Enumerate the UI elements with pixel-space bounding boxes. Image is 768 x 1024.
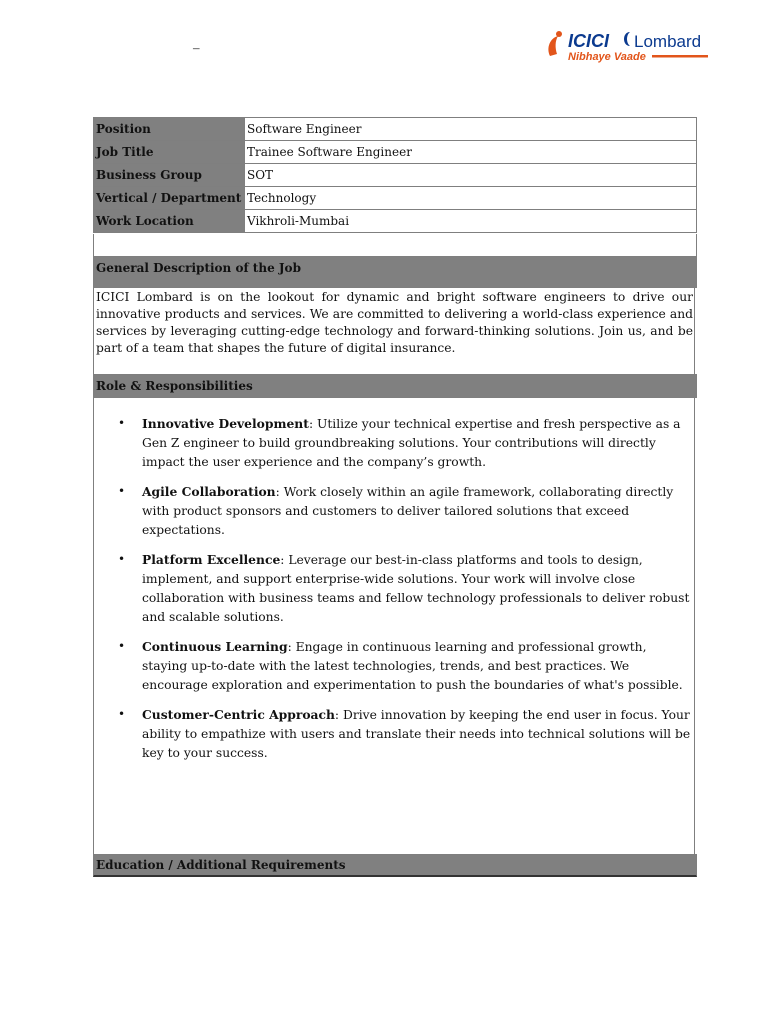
responsibility-title: Innovative Development	[142, 416, 309, 431]
responsibility-text: : Work closely within an agile framework, collaborating directly with product sponsors and customers to deliver tailored solutions that exceed expectations.	[142, 485, 674, 537]
info-label: Business Group	[94, 164, 245, 187]
responsibility-item	[94, 637, 694, 695]
info-label: Position	[94, 118, 245, 141]
info-value: SOT	[245, 164, 697, 187]
education-heading-text: Education / Additional Requirements	[96, 858, 346, 872]
svg-text:Lombard: Lombard	[634, 32, 702, 51]
info-row	[94, 141, 697, 164]
job-info-table	[93, 117, 697, 233]
info-row	[94, 187, 697, 210]
responsibility-text: : Leverage our best-in-class platforms and tools to design, implement, and support enterprise-wide solutions. Your work will involve close collaboration with business teams and fellow technology professionals to deliver robust and scalable solutions.	[142, 553, 690, 624]
info-row	[94, 118, 697, 141]
responsibility-title: Continuous Learning	[142, 639, 288, 654]
role-responsibilities-heading-text: Role & Responsibilities	[96, 379, 253, 393]
responsibility-text: : Utilize your technical expertise and fresh perspective as a Gen Z engineer to build groundbreaking solutions. Your contributions will directly impact the user experience and the company’s growth.	[142, 417, 681, 469]
svg-text:Nibhaye Vaade: Nibhaye Vaade	[568, 51, 646, 63]
responsibilities-section	[93, 398, 695, 854]
info-value: Trainee Software Engineer	[245, 141, 697, 164]
bullet-icon: •	[118, 416, 126, 430]
info-value: Vikhroli-Mumbai	[245, 210, 697, 233]
info-row	[94, 164, 697, 187]
general-description-text: ICICI Lombard is on the lookout for dynamic and bright software engineers to drive our innovative products and services. We are committed to delivering a world-class experience and services by leveraging cutting-edge technology and forward-thinking solutions. Join us, and be part of a team that shapes the future of digital insurance.	[93, 288, 695, 374]
responsibility-title: Platform Excellence	[142, 552, 281, 567]
responsibility-text: : Engage in continuous learning and professional growth, staying up-to-date with the latest technologies, trends, and best practices. We encourage exploration and experimentation to push the boundaries of what's possible.	[142, 640, 683, 692]
bullet-icon: •	[118, 484, 126, 498]
icici-lombard-logo	[544, 28, 714, 64]
spacer-row	[93, 234, 697, 256]
info-label: Vertical / Department	[94, 187, 245, 210]
general-description-heading	[93, 256, 697, 288]
responsibility-text: : Drive innovation by keeping the end user in focus. Your ability to empathize with users and translate their needs into technical solutions will be key to your success.	[142, 708, 691, 760]
responsibility-item	[94, 705, 694, 763]
job-info-table-wrapper	[93, 117, 697, 233]
header-dash: –	[193, 40, 200, 55]
responsibility-item	[94, 550, 694, 627]
info-value: Technology	[245, 187, 697, 210]
svg-text:ICICI: ICICI	[568, 31, 610, 51]
info-row	[94, 210, 697, 233]
general-description-heading-text: General Description of the Job	[96, 261, 301, 275]
info-value: Software Engineer	[245, 118, 697, 141]
bullet-icon: •	[118, 639, 126, 653]
responsibility-title: Agile Collaboration	[142, 484, 276, 499]
info-label: Job Title	[94, 141, 245, 164]
education-heading	[93, 854, 697, 877]
responsibility-item	[94, 414, 694, 472]
bullet-icon: •	[118, 707, 126, 721]
bullet-icon: •	[118, 552, 126, 566]
role-responsibilities-heading	[93, 374, 697, 398]
info-label: Work Location	[94, 210, 245, 233]
responsibility-item	[94, 482, 694, 540]
responsibilities-list	[94, 398, 694, 763]
responsibility-title: Customer-Centric Approach	[142, 707, 335, 722]
